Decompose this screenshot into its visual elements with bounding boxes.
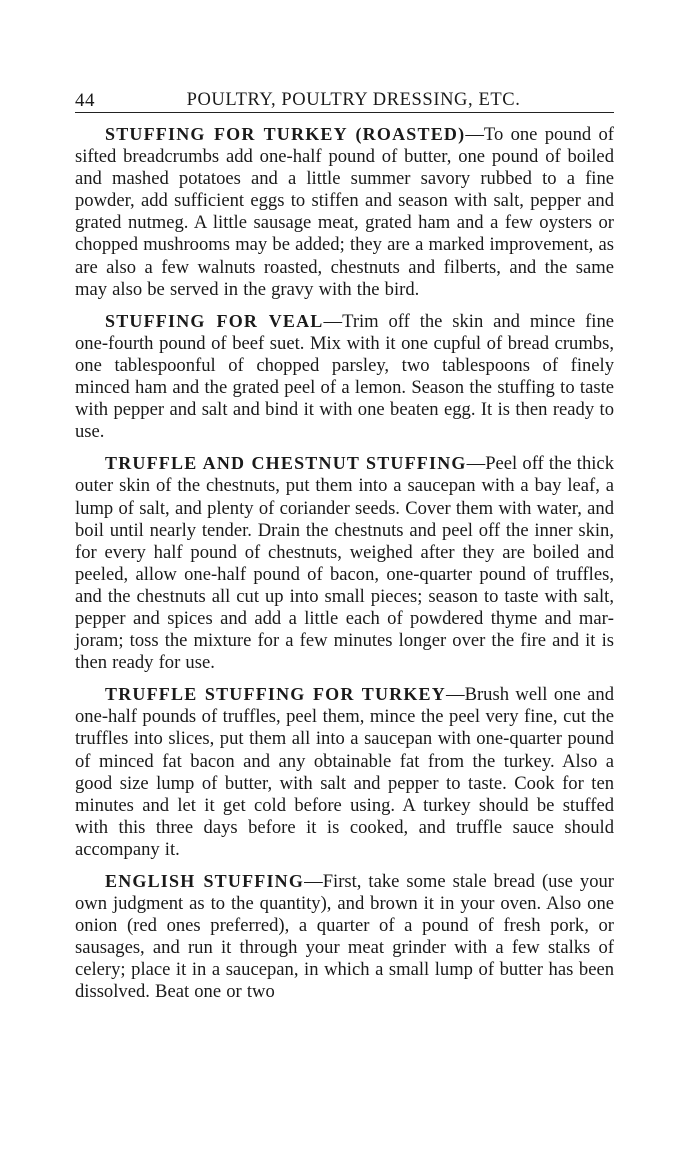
book-page — [75, 86, 614, 1013]
recipe-text: —Trim off the skin and mince fine one-fourth pound of beef suet. Mix with it one cupful of bread crumbs, one tablespoonful of chopped parsley, two tablespoons of finely minced ham and the grated peel of a lemon. Season the stuffing to taste with pepper and salt and bind it with one beaten egg. It is then ready to use. — [75, 310, 615, 443]
recipe-truffle-and-chestnut-stuffing — [75, 452, 614, 674]
recipe-title: ENGLISH STUFFING — [105, 871, 305, 891]
running-head — [75, 86, 614, 113]
recipe-title: TRUFFLE AND CHESTNUT STUFFING — [105, 453, 467, 474]
recipe-title: STUFFING FOR TURKEY (ROASTED) — [105, 124, 466, 144]
recipe-text: —To one pound of sifted breadcrumbs add one-half pound of butter, one pound of boiled and mashed potatoes and a little summer savory rubbed to a fine powder, add sufficient eggs to stiffen and season with salt, pepper and grated nutmeg. A little sausage meat, grated ham and a few oysters or chopped mushrooms may be added; they are a marked improvement, as are also a few walnuts roasted, chestnuts and filberts, and the same may also be served in the gravy with the bird. — [75, 124, 614, 300]
page-number: 44 — [75, 90, 95, 111]
recipe-title: TRUFFLE STUFFING FOR TURKEY — [105, 684, 446, 705]
recipe-stuffing-for-veal — [75, 310, 614, 444]
recipe-text: —First, take some stale bread (use your own judgment as to the quantity), and brown it in your oven. Also one onion (red ones preferred), a quarter of a pound of fresh pork, or sausages, and run it through your meat grinder with a few stalks of celery; place it in a saucepan, in which a small lump of butter has been dissolved. Beat one or two — [75, 871, 615, 1003]
recipe-text: —Peel off the thick outer skin of the chestnuts, put them into a saucepan with a bay leaf, a lump of salt, and plenty of coriander seeds. Cover them with water, and boil until nearly tender. Drain the chestnuts and peel off the inner skin, for every half pound of chestnuts, weighed after they are boiled and peeled, allow one-half pound of bacon, one-quarter pound of truffles, and the chestnuts all cut up into small pieces; season to taste with salt, pepper and spices and add a little each of powdered thyme and marjoram; toss the mixture for a few minutes longer over the fire and it is then ready for use. — [75, 453, 614, 674]
recipe-english-stuffing — [75, 870, 614, 1004]
recipe-stuffing-for-turkey-roasted — [75, 123, 614, 301]
recipe-title: STUFFING FOR VEAL — [105, 310, 324, 331]
recipe-truffle-stuffing-for-turkey — [75, 683, 614, 861]
page-body — [75, 123, 614, 1004]
recipe-text: —Brush well one and one-half pounds of truffles, peel them, mince the peel very fine, cut the truffles into slices, put them all into a saucepan with one-quarter pound of minced fat bacon and any obtainable fat from the turkey. Also a good size lump of butter, with salt and pepper to taste. Cook for ten minutes and let it get cold before using. A turkey should be stuffed with this three days before it is cooked, and truffle sauce should accompany it. — [75, 684, 614, 860]
running-title: POULTRY, POULTRY DRESSING, ETC. — [186, 90, 521, 110]
